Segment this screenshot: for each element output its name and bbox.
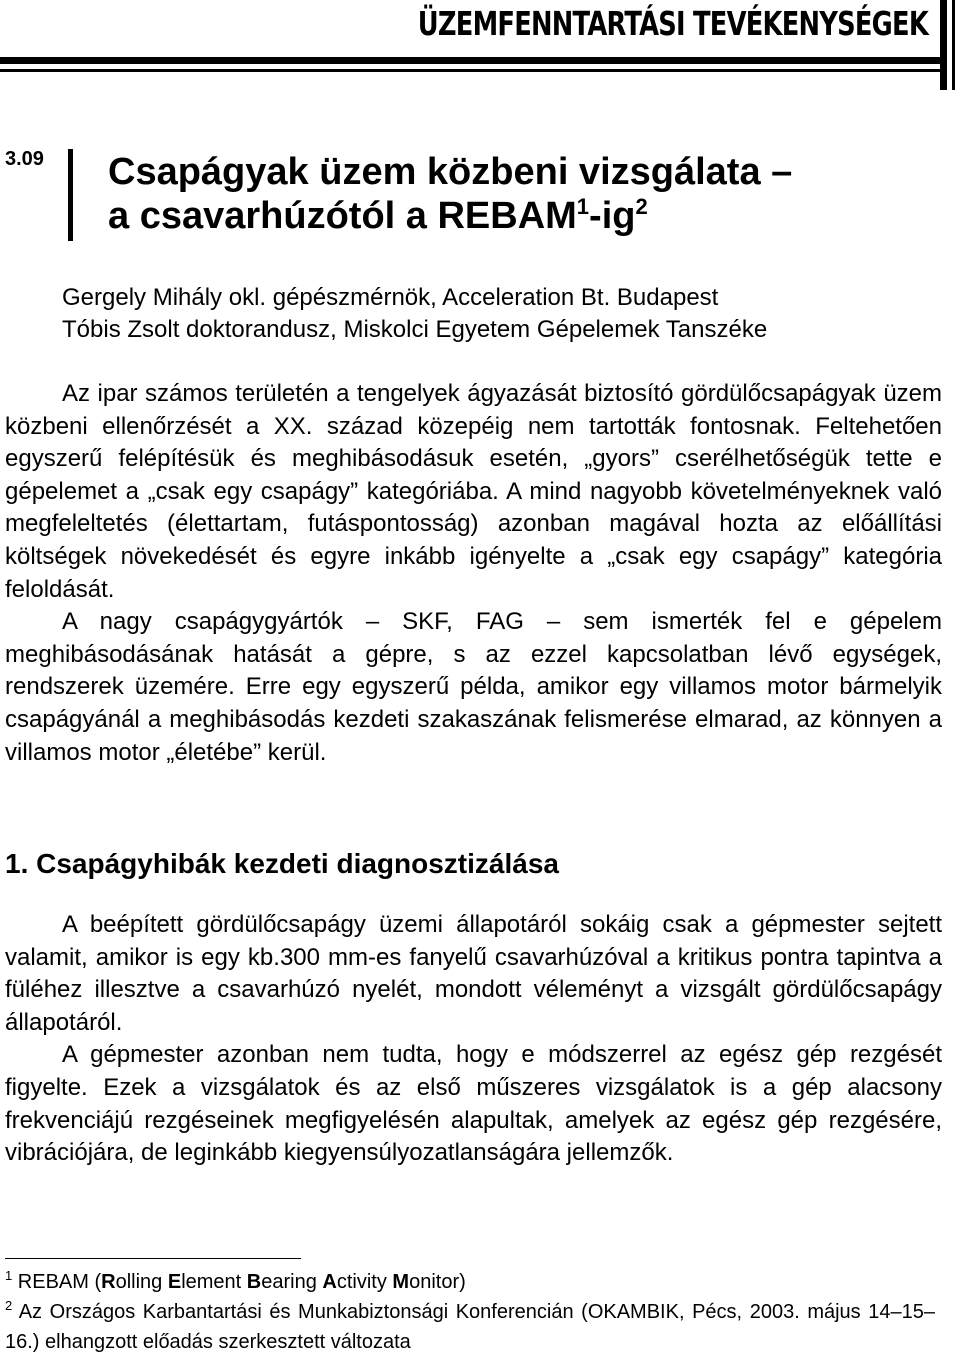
intro-paragraph-2: A nagy csapágygyártók – SKF, FAG – sem ismerték fel e gépelem meghibásodásának hatását a gépre, s az ezzel kapcsolatban lévő egységek, rendszerek üzemére. Erre egy egyszerű példa, amikor egy villamos motor bármelyik csapágyánál a meghibásodás kezdeti szakaszának felismerése elmarad, az könnyen a villamos motor „életébe” kerül. [5, 608, 942, 766]
intro-body [5, 378, 942, 769]
footnote-ref-1[interactable]: 1 [576, 194, 590, 219]
title-line-1: Csapágyak üzem közbeni vizsgálata – [108, 151, 793, 193]
footnote-1-E: E [167, 1271, 182, 1293]
footnote-1-earing: earing [261, 1271, 323, 1293]
author-2: Tóbis Zsolt doktorandusz, Miskolci Egyetem Gépelemek Tanszéke [62, 316, 768, 343]
section-body [5, 909, 942, 1170]
footnote-1-A: A [322, 1271, 337, 1293]
footnote-1-ctivity: ctivity [336, 1271, 393, 1293]
title-line-2-tail: -ig [589, 195, 636, 237]
header-vertical-rule-thin [952, 0, 955, 90]
intro-paragraph-1: Az ipar számos területén a tengelyek ágyazását biztosító gördülőcsapágyak üzem közbeni ellenőrzését a XX. század közepéig nem tartották fontosnak. Feltehetően egyszerű felépítésük és meghibásodásuk esetén, „gyors” cserélhetőségük tette e gépelemet a „csak egy csapágy” kategóriába. A mind nagyobb követelményeknek való megfeleltetés (élettartam, futáspontosság) azonban magával hozta az előállítási költségek növekedését és egyre inkább igényelte a „csak egy csapágy” kategória feloldását. [5, 380, 942, 603]
footnote-1-M: M [392, 1271, 410, 1293]
footnote-1-R: R [101, 1271, 116, 1293]
section-heading: 1. Csapágyhibák kezdeti diagnosztizálása [5, 848, 559, 879]
article-title [108, 150, 792, 243]
footnote-1-pre: REBAM ( [17, 1271, 102, 1293]
footnote-1-lement: lement [181, 1271, 247, 1293]
section-paragraph-1: A beépített gördülőcsapágy üzemi állapotáról sokáig csak a gépmester sejtett valamit, amikor is egy kb.300 mm-es fanyelű csavarhúzóval a kritikus pontra tapintva a füléhez illesztve a csavarhúzó nyelét, mondott véleményt a vizsgált gördülőcsapágy állapotáról. [5, 911, 942, 1036]
authors [62, 282, 767, 346]
footnote-1 [5, 1268, 935, 1298]
header-rule-thin [0, 69, 940, 72]
footnote-1-B: B [246, 1271, 262, 1293]
author-1: Gergely Mihály okl. gépészmérnök, Acceleration Bt. Budapest [62, 284, 719, 311]
footnote-separator [5, 1258, 301, 1259]
section-paragraph-2: A gépmester azonban nem tudta, hogy e módszerrel az egész gép rezgését figyelte. Ezek a vizsgálatok és az első műszeres vizsgálatok is a gép alacsony frekvenciájú rezgéseinek megfigyelésén alapultak, amelyek az egész gép rezgésére, vibrációjára, de leginkább kiegyensúlyozatlanságára jellemzők. [5, 1041, 942, 1167]
footnote-2-mark: 2 [5, 1298, 13, 1313]
footnote-1-mark: 1 [5, 1268, 13, 1283]
header-rule-thick [0, 57, 940, 64]
footnote-1-olling: olling [115, 1271, 168, 1293]
footnote-1-onitor: onitor) [409, 1271, 466, 1293]
footnote-ref-2[interactable]: 2 [635, 194, 648, 219]
footnote-2 [5, 1298, 935, 1356]
footnote-2-text: Az Országos Karbantartási és Munkabiztonsági Konferencián (OKAMBIK, Pécs, 2003. május 14–15–16.) elhangzott előadás szerkesztett változata [5, 1301, 935, 1353]
title-line-2 [108, 194, 792, 243]
running-header-title: ÜZEMFENNTARTÁSI TEVÉKENYSÉGEK [417, 4, 928, 43]
title-line-2-text: a csavarhúzótól a REBAM [108, 195, 577, 237]
footnotes [5, 1268, 935, 1356]
header-vertical-rule-thick [940, 0, 947, 90]
title-bar [68, 149, 73, 241]
section-number: 3.09 [5, 148, 44, 170]
